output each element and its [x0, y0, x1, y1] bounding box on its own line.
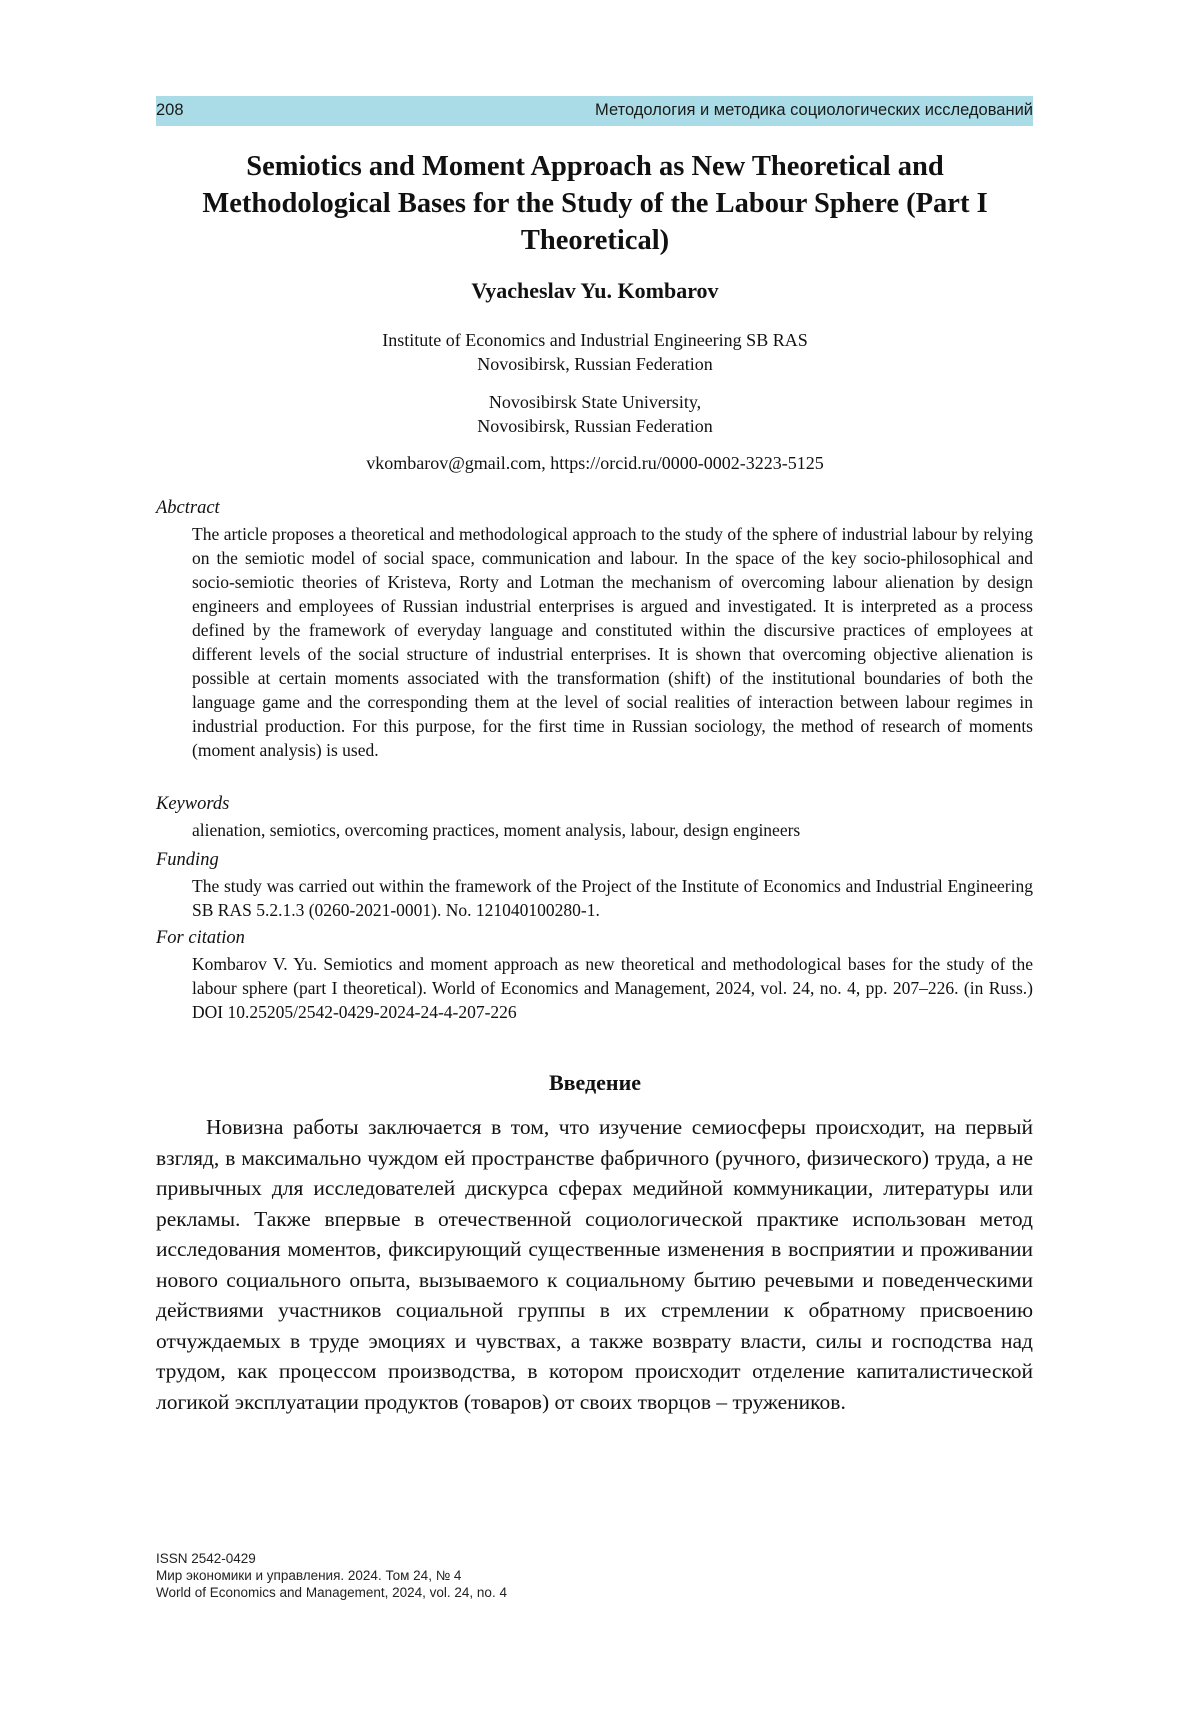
author-name: Vyacheslav Yu. Kombarov — [471, 278, 719, 303]
affiliation-2-institution: Novosibirsk State University, — [488, 392, 702, 412]
citation-text: Kombarov V. Yu. Semiotics and moment approach as new theoretical and methodological bases for the study of the labour sphere (part I theoretical). World of Economics and Management, 2024, vol. 24, no. 4, pp. 207–226. (in Russ.) DOI 10.25205/2542-0429-2024-24-4-207-226 — [192, 954, 1033, 1022]
footer-issn: ISSN 2542-0429 — [156, 1551, 256, 1566]
citation-label: For citation — [156, 928, 245, 948]
affiliation-1-location: Novosibirsk, Russian Federation — [477, 354, 713, 374]
article-title: Semiotics and Moment Approach as New Theoretical and Methodological Bases for the Study of the Labour Sphere (Part I Theoretical) — [202, 151, 988, 256]
author-contact: vkombarov@gmail.com, https://orcid.ru/0000-0002-3223-5125 — [366, 453, 824, 473]
affiliation-1 — [150, 328, 1040, 376]
abstract-text: The article proposes a theoretical and methodological approach to the study of the sphere of industrial labour by relying on the semiotic model of social space, communication and labour. In the space of the key socio-philosophical and socio-semiotic theories of Kristeva, Rorty and Lotman the mechanism of overcoming labour alienation by design engineers and employees of Russian industrial enterprises is argued and investigated. It is interpreted as a process defined by the framework of everyday language and constituted within the discursive practices of employees at different levels of the social structure of industrial enterprises. It is shown that overcoming objective alienation is possible at certain moments associated with the transformation (shift) of the institutional boundaries of both the language game and the corresponding them at the level of social realities of interaction between labour regimes in industrial production. For this purpose, for the first time in Russian sociology, the method of research of moments (moment analysis) is used. — [192, 524, 1033, 760]
affiliation-2 — [150, 390, 1040, 438]
funding-label: Funding — [156, 850, 219, 870]
keywords-text: alienation, semiotics, overcoming practices, moment analysis, labour, design engineers — [192, 820, 801, 840]
body-paragraph: Новизна работы заключается в том, что изучение семиосферы происходит, на первый взгляд, в максимально чуждом ей пространстве фабричного (ручного, физического) труда, а не привычных для исследователей дискурса сферах медийной коммуникации, литературы или рекламы. Также впервые в отечественной социологической практике использован метод исследования моментов, фиксирующий существенные изменения в восприятии и проживании нового социального опыта, вызываемого к социальному бытию речевыми и поведенческими действиями участников социальной группы в их стремлении к обратному присвоению отчуждаемых в труде эмоциях и чувствах, а также возврату власти, силы и господства над трудом, как процессом производства, в котором происходит отделение капиталистической логикой эксплуатации продуктов (товаров) от своих творцов – тружеников. — [156, 1115, 1033, 1414]
keywords-label: Keywords — [156, 794, 230, 814]
funding-text: The study was carried out within the framework of the Project of the Institute of Economics and Industrial Engineering SB RAS 5.2.1.3 (0260-2021-0001). No. 121040100280-1. — [192, 876, 1033, 920]
section-heading: Введение — [548, 1070, 642, 1095]
affiliation-2-location: Novosibirsk, Russian Federation — [477, 416, 713, 436]
running-header — [156, 96, 1033, 126]
journal-section-title: Методология и методика социологических исследований — [595, 101, 1033, 119]
page-footer — [156, 1550, 507, 1601]
page-number: 208 — [156, 101, 184, 119]
abstract-label: Abctract — [156, 498, 220, 518]
footer-journal-en: World of Economics and Management, 2024, vol. 24, no. 4 — [156, 1585, 507, 1600]
footer-journal-ru: Мир экономики и управления. 2024. Том 24, № 4 — [156, 1568, 462, 1583]
affiliation-1-institution: Institute of Economics and Industrial Engineering SB RAS — [382, 330, 808, 350]
